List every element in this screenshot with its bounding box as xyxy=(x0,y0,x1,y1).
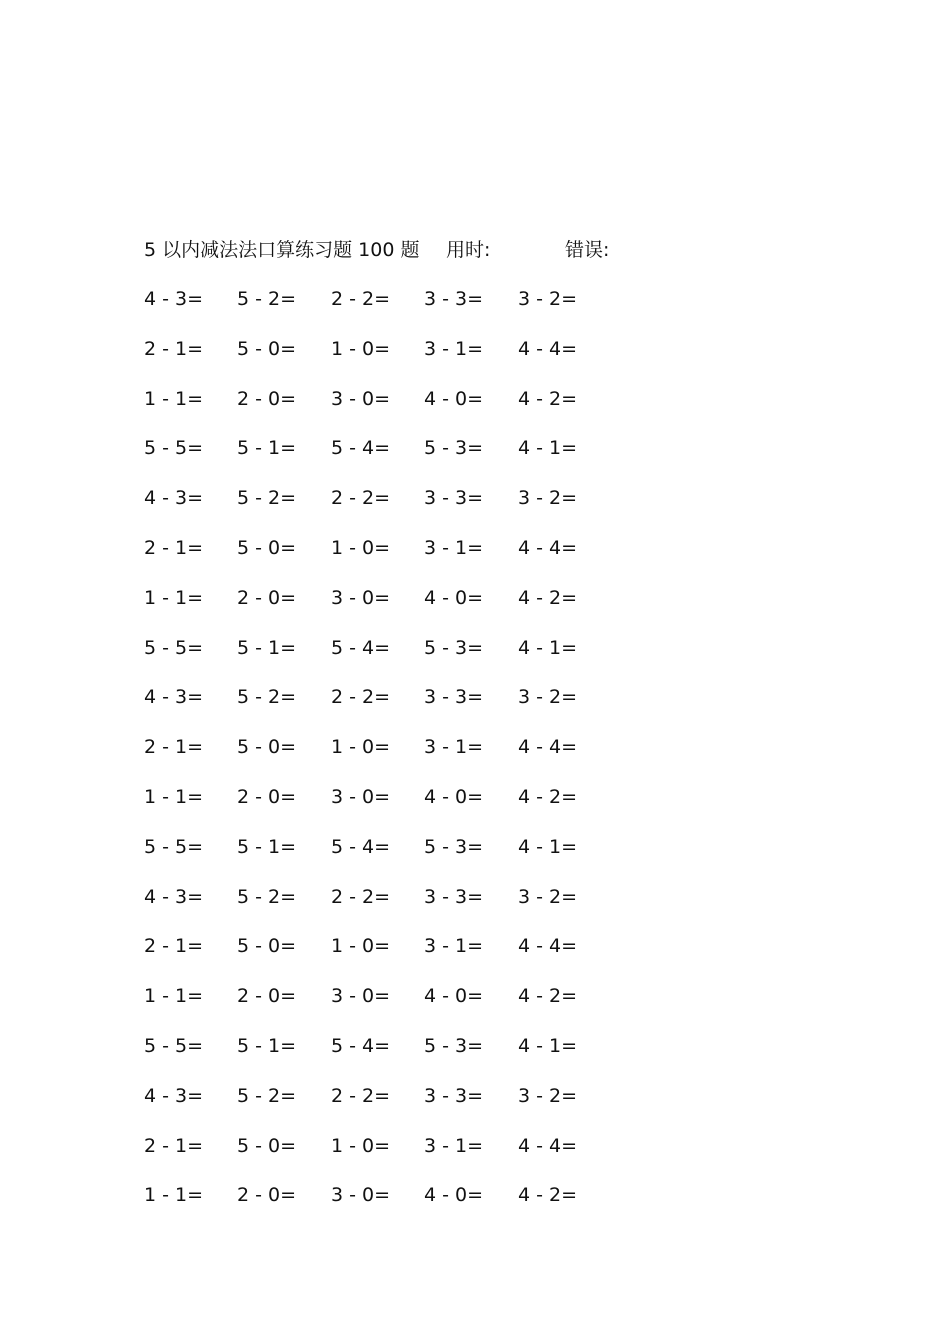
problem-item: 5 - 1= xyxy=(237,835,297,858)
problem-item: 3 - 3= xyxy=(424,686,484,709)
problem-item: 2 - 0= xyxy=(237,785,297,808)
problem-item: 3 - 0= xyxy=(331,785,391,808)
problem-item: 5 - 2= xyxy=(237,487,297,510)
problem-item: 1 - 1= xyxy=(144,387,204,410)
problem-item: 3 - 1= xyxy=(424,1134,484,1157)
problem-item: 5 - 2= xyxy=(237,885,297,908)
worksheet-title: 5 以内减法法口算练习题 100 题 xyxy=(144,239,420,261)
problem-item: 3 - 2= xyxy=(518,686,578,709)
problem-item: 5 - 1= xyxy=(237,1034,297,1057)
problem-item: 2 - 2= xyxy=(331,885,391,908)
problem-item: 4 - 3= xyxy=(144,885,204,908)
problem-item: 4 - 2= xyxy=(518,387,578,410)
problem-item: 2 - 2= xyxy=(331,1084,391,1107)
problem-item: 4 - 2= xyxy=(518,586,578,609)
problem-item: 5 - 0= xyxy=(237,935,297,958)
problem-item: 4 - 4= xyxy=(518,736,578,759)
problem-item: 4 - 4= xyxy=(518,337,578,360)
problem-item: 4 - 2= xyxy=(518,1184,578,1207)
problem-item: 4 - 4= xyxy=(518,935,578,958)
problem-item: 2 - 2= xyxy=(331,487,391,510)
problem-item: 2 - 1= xyxy=(144,736,204,759)
problem-item: 4 - 3= xyxy=(144,487,204,510)
problem-item: 5 - 5= xyxy=(144,835,204,858)
problem-item: 3 - 0= xyxy=(331,387,391,410)
problem-item: 5 - 5= xyxy=(144,437,204,460)
problem-item: 4 - 3= xyxy=(144,1084,204,1107)
problem-item: 4 - 0= xyxy=(424,1184,484,1207)
problem-item: 4 - 1= xyxy=(518,1034,578,1057)
problem-item: 4 - 0= xyxy=(424,586,484,609)
time-used-label: 用时: xyxy=(446,239,491,261)
problem-item: 2 - 0= xyxy=(237,985,297,1008)
problem-item: 5 - 1= xyxy=(237,437,297,460)
problem-item: 5 - 2= xyxy=(237,686,297,709)
problem-item: 3 - 3= xyxy=(424,1084,484,1107)
problem-item: 4 - 1= xyxy=(518,835,578,858)
problem-item: 3 - 3= xyxy=(424,288,484,310)
problem-item: 1 - 0= xyxy=(331,337,391,360)
problem-item: 3 - 2= xyxy=(518,885,578,908)
problem-item: 3 - 2= xyxy=(518,288,578,310)
problem-item: 4 - 4= xyxy=(518,536,578,559)
problem-item: 2 - 1= xyxy=(144,935,204,958)
problem-item: 3 - 3= xyxy=(424,487,484,510)
problem-item: 1 - 0= xyxy=(331,736,391,759)
problem-item: 4 - 0= xyxy=(424,985,484,1008)
problem-item: 5 - 2= xyxy=(237,1084,297,1107)
problem-item: 3 - 2= xyxy=(518,1084,578,1107)
problem-item: 3 - 1= xyxy=(424,935,484,958)
problem-item: 5 - 3= xyxy=(424,636,484,659)
problem-item: 3 - 0= xyxy=(331,1184,391,1207)
problem-item: 5 - 5= xyxy=(144,636,204,659)
problem-item: 1 - 0= xyxy=(331,1134,391,1157)
problem-item: 5 - 4= xyxy=(331,437,391,460)
problem-item: 3 - 3= xyxy=(424,885,484,908)
problem-item: 5 - 5= xyxy=(144,1034,204,1057)
problem-item: 2 - 1= xyxy=(144,536,204,559)
problem-item: 1 - 1= xyxy=(144,586,204,609)
problem-item: 4 - 1= xyxy=(518,636,578,659)
problem-item: 5 - 4= xyxy=(331,1034,391,1057)
problem-item: 2 - 1= xyxy=(144,1134,204,1157)
problem-item: 2 - 0= xyxy=(237,586,297,609)
problem-item: 2 - 0= xyxy=(237,1184,297,1207)
problem-item: 2 - 0= xyxy=(237,387,297,410)
problem-item: 5 - 0= xyxy=(237,736,297,759)
error-count-label: 错误: xyxy=(565,239,610,261)
problem-item: 5 - 3= xyxy=(424,1034,484,1057)
problem-item: 3 - 0= xyxy=(331,586,391,609)
problem-item: 5 - 4= xyxy=(331,636,391,659)
problem-item: 5 - 0= xyxy=(237,536,297,559)
problem-item: 4 - 4= xyxy=(518,1134,578,1157)
problem-item: 4 - 2= xyxy=(518,985,578,1008)
problem-item: 1 - 1= xyxy=(144,1184,204,1207)
problem-item: 5 - 3= xyxy=(424,835,484,858)
problem-item: 4 - 1= xyxy=(518,437,578,460)
problem-item: 1 - 1= xyxy=(144,985,204,1008)
problem-item: 2 - 2= xyxy=(331,288,391,310)
problem-item: 4 - 0= xyxy=(424,387,484,410)
problem-item: 1 - 0= xyxy=(331,536,391,559)
problem-item: 5 - 2= xyxy=(237,288,297,310)
problem-item: 3 - 1= xyxy=(424,337,484,360)
problem-item: 5 - 1= xyxy=(237,636,297,659)
problem-item: 4 - 2= xyxy=(518,785,578,808)
problem-item: 4 - 0= xyxy=(424,785,484,808)
problem-item: 3 - 0= xyxy=(331,985,391,1008)
problem-item: 4 - 3= xyxy=(144,288,204,310)
problem-item: 1 - 0= xyxy=(331,935,391,958)
problem-item: 2 - 2= xyxy=(331,686,391,709)
problem-item: 1 - 1= xyxy=(144,785,204,808)
problem-item: 3 - 1= xyxy=(424,536,484,559)
problem-item: 2 - 1= xyxy=(144,337,204,360)
problem-item: 5 - 0= xyxy=(237,1134,297,1157)
problem-item: 5 - 0= xyxy=(237,337,297,360)
problem-item: 5 - 4= xyxy=(331,835,391,858)
problem-item: 5 - 3= xyxy=(424,437,484,460)
problem-item: 3 - 1= xyxy=(424,736,484,759)
problem-item: 3 - 2= xyxy=(518,487,578,510)
problem-item: 4 - 3= xyxy=(144,686,204,709)
